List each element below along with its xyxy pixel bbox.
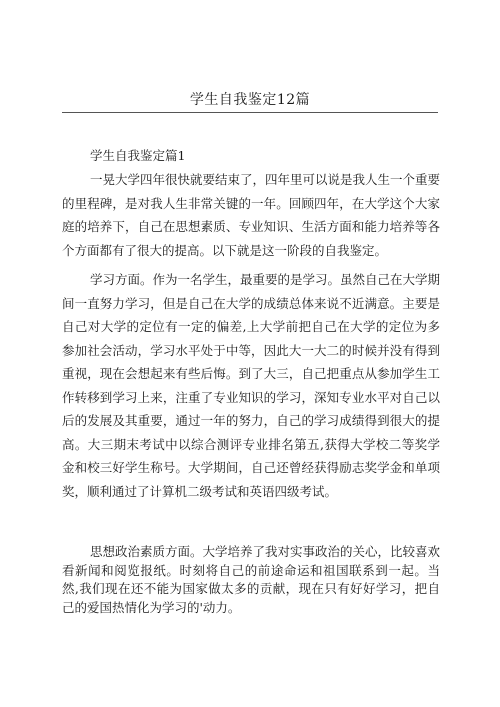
paragraph-politics: 思想政治素质方面。大学培养了我对实事政治的关心，比较喜欢看新闻和阅览报纸。时刻将自己的前途命运和祖国联系到一起。当然,我们现在还不能为国家做太多的贡献，现在只有好好学习，把自己的爱国热情化为学习的'动力。 xyxy=(62,544,441,615)
document-title: 学生自我鉴定12篇 xyxy=(189,92,311,108)
paragraph-intro: 一晃大学四年很快就要结束了，四年里可以说是我人生一个重要的里程碑，是对我人生非常关键的一年。回顾四年，在大学这个大家庭的培养下，自己在思想素质、专业知识、生活方面和能力培养等各个方面都有了很大的提高。以下就是这一阶段的自我鉴定。 xyxy=(62,172,441,258)
paragraph-study: 学习方面。作为一名学生，最重要的是学习。虽然自己在大学期间一直努力学习，但是自己在大学的成绩总体来说不近满意。主要是自己对大学的定位有一定的偏差,上大学前把自己在大学的定位为多参加社会活动，学习水平处于中等，因此大一大二的时候并没有得到重视，现在会想起来有些后悔。到了大三，自己把重点从参加学生工作转移到学习上来，注重了专业知识的学习，深知专业水平对自己以后的发展及其重要，通过一年的努力，自己的学习成绩得到很大的提高。大三期末考试中以综合测评专业排名第五,获得大学校二等奖学金和校三好学生称号。大学期间，自己还曾经获得励志奖学金和单项奖，顺利通过了计算机二级考试和英语四级考试。 xyxy=(62,272,441,499)
section-heading: 学生自我鉴定篇1 xyxy=(90,148,186,163)
title-divider xyxy=(62,112,438,113)
